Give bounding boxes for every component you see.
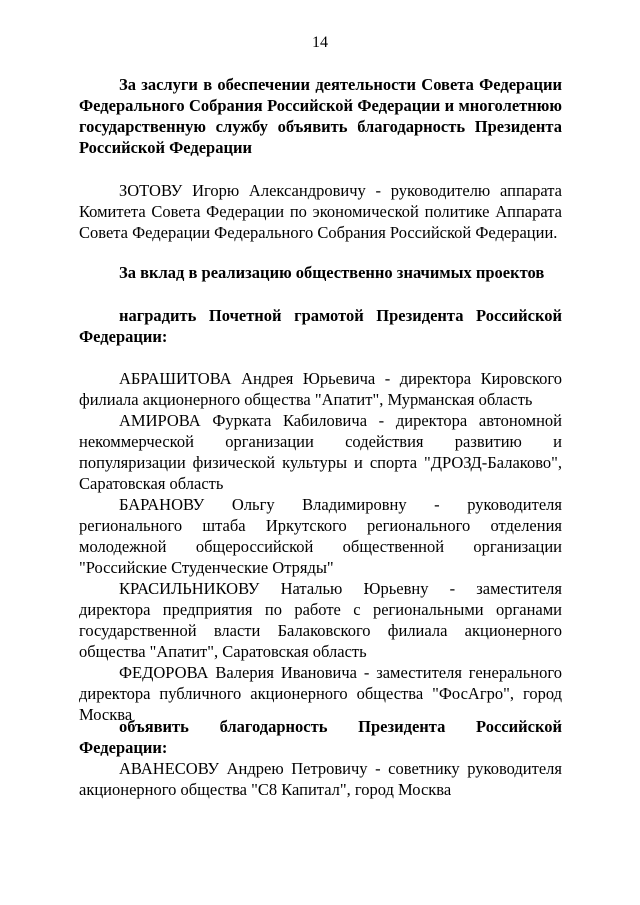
award-avanesov (79, 758, 562, 800)
award-avanesov-text: АВАНЕСОВУ Андрею Петровичу - советнику руководителя акционерного общества "С8 Капитал", город Москва (79, 759, 562, 799)
award-list-certificate (79, 368, 562, 725)
award-item: ФЕДОРОВА Валерия Ивановича - заместителя генерального директора публичного акционерного общества "ФосАгро", город Москва (79, 663, 562, 724)
heading-projects (79, 262, 562, 283)
award-item: БАРАНОВУ Ольгу Владимировну - руководителя регионального штаба Иркутского регионального отделения молодежной общероссийской общественной организации "Российские Студенческие Отряды" (79, 495, 562, 577)
heading-projects-text: За вклад в реализацию общественно значимых проектов (119, 263, 545, 282)
subheading-certificate (79, 305, 562, 347)
subheading-gratitude-text: объявить благодарность Президента Российской Федерации: (79, 717, 562, 757)
subheading-gratitude (79, 716, 562, 758)
heading-merits (79, 74, 562, 158)
award-item: КРАСИЛЬНИКОВУ Наталью Юрьевну - заместителя директора предприятия по работе с региональными органами государственной власти Балаковского филиала акционерного общества "Апатит", Саратовская область (79, 579, 562, 661)
award-zotov-text: ЗОТОВУ Игорю Александровичу - руководителю аппарата Комитета Совета Федерации по экономической политике Аппарата Совета Федерации Федерального Собрания Российской Федерации. (79, 181, 562, 242)
page-number: 14 (312, 34, 328, 51)
subheading-certificate-text: наградить Почетной грамотой Президента Российской Федерации: (79, 306, 562, 346)
award-item: АМИРОВА Фурката Кабиловича - директора автономной некоммерческой организации содействия развитию и популяризации физической культуры и спорта "ДРОЗД-Балаково", Саратовская область (79, 411, 562, 493)
award-item: АБРАШИТОВА Андрея Юрьевича - директора Кировского филиала акционерного общества "Апатит", Мурманская область (79, 369, 562, 409)
award-zotov (79, 180, 562, 243)
heading-merits-text: За заслуги в обеспечении деятельности Совета Федерации Федерального Собрания Российской Федерации и многолетнюю государственную службу объявить благодарность Президента Российской Федерации (79, 75, 562, 157)
